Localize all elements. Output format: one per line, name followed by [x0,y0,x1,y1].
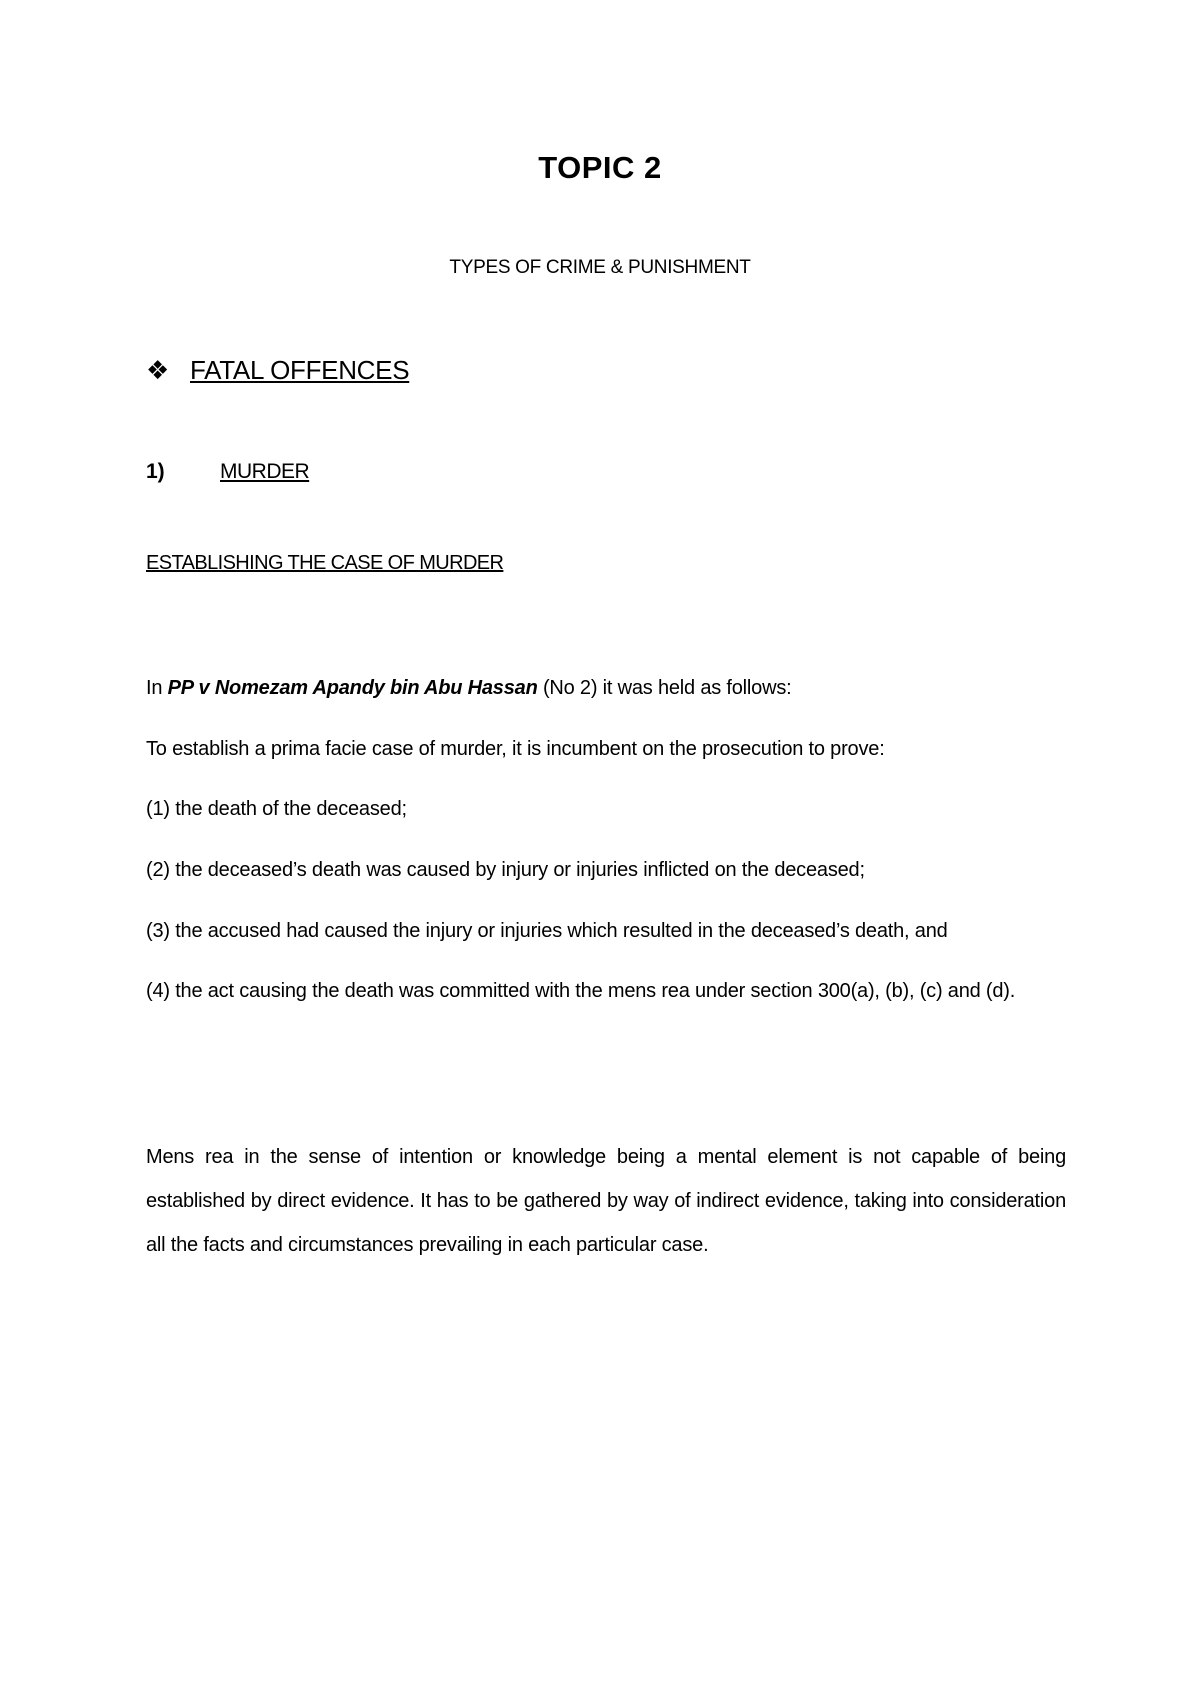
section-heading [146,355,409,386]
item-label: MURDER [220,460,310,483]
item-number: 1) [146,460,165,483]
element-item-2: (2) the deceased’s death was caused by injury or injuries inflicted on the deceased; [146,859,865,881]
element-item-3: (3) the accused had caused the injury or injuries which resulted in the deceased’s death, and [146,920,948,942]
case-intro-suffix: (No 2) it was held as follows: [537,677,792,699]
closing-paragraph: Mens rea in the sense of intention or knowledge being a mental element is not capable of being established by direct evidence. It has to be gathered by way of indirect evidence, taking into consideration all the facts and circumstances prevailing in each particular case. [146,1146,1066,1256]
case-name: PP v Nomezam Apandy bin Abu Hassan [167,677,538,699]
section-heading-label: FATAL OFFENCES [190,355,410,385]
element-item-4: (4) the act causing the death was committed with the mens rea under section 300(a), (b), (c) and (d). [146,980,1016,1002]
page-subtitle: TYPES OF CRIME & PUNISHMENT [449,257,751,278]
diamond-bullet-icon: ❖ [146,355,170,385]
case-intro-prefix: In [146,677,168,699]
element-item-1: (1) the death of the deceased; [146,798,407,820]
subheading: ESTABLISHING THE CASE OF MURDER [146,552,504,574]
case-intro-paragraph [146,666,1066,710]
page-title: TOPIC 2 [538,150,662,185]
numbered-heading [146,460,309,484]
lead-paragraph: To establish a prima facie case of murder, it is incumbent on the prosecution to prove: [146,738,885,760]
